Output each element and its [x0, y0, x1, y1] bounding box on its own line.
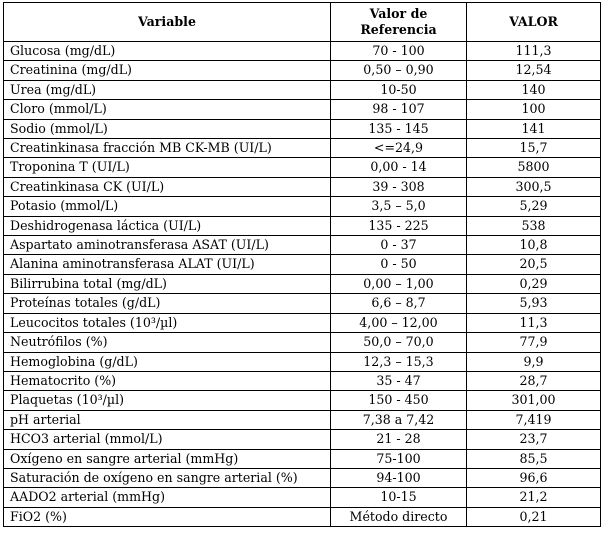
row-reference: 98 - 107: [331, 100, 467, 119]
row-reference: 3,5 – 5,0: [331, 197, 467, 216]
row-reference: Método directo: [331, 507, 467, 526]
row-reference: 4,00 – 12,00: [331, 313, 467, 332]
table-row: [4, 61, 601, 80]
row-reference: 0 - 37: [331, 236, 467, 255]
row-reference: 6,6 – 8,7: [331, 294, 467, 313]
table-row: [4, 352, 601, 371]
row-value: 85,5: [467, 449, 601, 468]
row-variable: Creatinkinasa fracción MB CK-MB (UI/L): [4, 139, 331, 158]
row-value: 21,2: [467, 488, 601, 507]
table-row: [4, 139, 601, 158]
row-variable: Cloro (mmol/L): [4, 100, 331, 119]
row-value: 10,8: [467, 236, 601, 255]
row-value: 111,3: [467, 42, 601, 61]
row-reference: 12,3 – 15,3: [331, 352, 467, 371]
row-variable: Sodio (mmol/L): [4, 119, 331, 138]
table-row: [4, 197, 601, 216]
row-reference: 135 - 225: [331, 216, 467, 235]
row-variable: FiO2 (%): [4, 507, 331, 526]
header-reference-line2: Referencia: [360, 22, 437, 37]
row-variable: Bilirrubina total (mg/dL): [4, 274, 331, 293]
table-body: [4, 42, 601, 527]
row-reference: 150 - 450: [331, 391, 467, 410]
row-value: 301,00: [467, 391, 601, 410]
row-variable: Hemoglobina (g/dL): [4, 352, 331, 371]
table-row: [4, 391, 601, 410]
row-value: 96,6: [467, 468, 601, 487]
row-variable: pH arterial: [4, 410, 331, 429]
table-row: [4, 488, 601, 507]
header-variable: Variable: [4, 3, 331, 42]
table-row: [4, 80, 601, 99]
row-value: 100: [467, 100, 601, 119]
table-row: [4, 255, 601, 274]
row-value: 5,93: [467, 294, 601, 313]
table-row: [4, 430, 601, 449]
table-row: [4, 100, 601, 119]
row-variable: Proteínas totales (g/dL): [4, 294, 331, 313]
row-variable: Hematocrito (%): [4, 371, 331, 390]
row-reference: 35 - 47: [331, 371, 467, 390]
row-variable: Urea (mg/dL): [4, 80, 331, 99]
row-reference: 21 - 28: [331, 430, 467, 449]
row-variable: Oxígeno en sangre arterial (mmHg): [4, 449, 331, 468]
row-value: 5800: [467, 158, 601, 177]
row-variable: Glucosa (mg/dL): [4, 42, 331, 61]
row-variable: Creatinina (mg/dL): [4, 61, 331, 80]
lab-results-table: [3, 2, 601, 527]
row-value: 300,5: [467, 177, 601, 196]
row-variable: Potasio (mmol/L): [4, 197, 331, 216]
header-reference: [331, 3, 467, 42]
row-reference: 70 - 100: [331, 42, 467, 61]
header-reference-line1: Valor de: [369, 6, 428, 21]
row-value: 23,7: [467, 430, 601, 449]
table-row: [4, 468, 601, 487]
row-value: 28,7: [467, 371, 601, 390]
row-variable: Saturación de oxígeno en sangre arterial (%): [4, 468, 331, 487]
table-row: [4, 236, 601, 255]
row-reference: 10-15: [331, 488, 467, 507]
table-row: [4, 371, 601, 390]
row-value: 20,5: [467, 255, 601, 274]
row-variable: Plaquetas (10³/µl): [4, 391, 331, 410]
table-row: [4, 410, 601, 429]
row-value: 5,29: [467, 197, 601, 216]
row-reference: 0,00 – 1,00: [331, 274, 467, 293]
row-variable: Deshidrogenasa láctica (UI/L): [4, 216, 331, 235]
row-variable: Aspartato aminotransferasa ASAT (UI/L): [4, 236, 331, 255]
row-reference: 94-100: [331, 468, 467, 487]
row-value: 7,419: [467, 410, 601, 429]
row-value: 538: [467, 216, 601, 235]
row-value: 12,54: [467, 61, 601, 80]
row-reference: 75-100: [331, 449, 467, 468]
table-row: [4, 274, 601, 293]
table-row: [4, 42, 601, 61]
row-reference: 0,00 - 14: [331, 158, 467, 177]
row-value: 11,3: [467, 313, 601, 332]
row-variable: Troponina T (UI/L): [4, 158, 331, 177]
row-reference: 135 - 145: [331, 119, 467, 138]
row-reference: 0 - 50: [331, 255, 467, 274]
row-variable: AADO2 arterial (mmHg): [4, 488, 331, 507]
row-reference: 10-50: [331, 80, 467, 99]
row-value: 15,7: [467, 139, 601, 158]
table-row: [4, 507, 601, 526]
table-row: [4, 177, 601, 196]
row-value: 0,21: [467, 507, 601, 526]
row-reference: 0,50 – 0,90: [331, 61, 467, 80]
row-value: 141: [467, 119, 601, 138]
row-variable: HCO3 arterial (mmol/L): [4, 430, 331, 449]
row-reference: 7,38 a 7,42: [331, 410, 467, 429]
table-row: [4, 294, 601, 313]
table-row: [4, 449, 601, 468]
row-variable: Creatinkinasa CK (UI/L): [4, 177, 331, 196]
row-value: 9,9: [467, 352, 601, 371]
table-row: [4, 313, 601, 332]
table-row: [4, 158, 601, 177]
row-variable: Leucocitos totales (10³/µl): [4, 313, 331, 332]
header-value: VALOR: [467, 3, 601, 42]
row-value: 77,9: [467, 333, 601, 352]
row-variable: Neutrófilos (%): [4, 333, 331, 352]
row-variable: Alanina aminotransferasa ALAT (UI/L): [4, 255, 331, 274]
table-row: [4, 333, 601, 352]
table-header-row: [4, 3, 601, 42]
row-reference: 50,0 – 70,0: [331, 333, 467, 352]
row-value: 0,29: [467, 274, 601, 293]
row-value: 140: [467, 80, 601, 99]
row-reference: 39 - 308: [331, 177, 467, 196]
table-row: [4, 119, 601, 138]
table-row: [4, 216, 601, 235]
row-reference: <=24,9: [331, 139, 467, 158]
